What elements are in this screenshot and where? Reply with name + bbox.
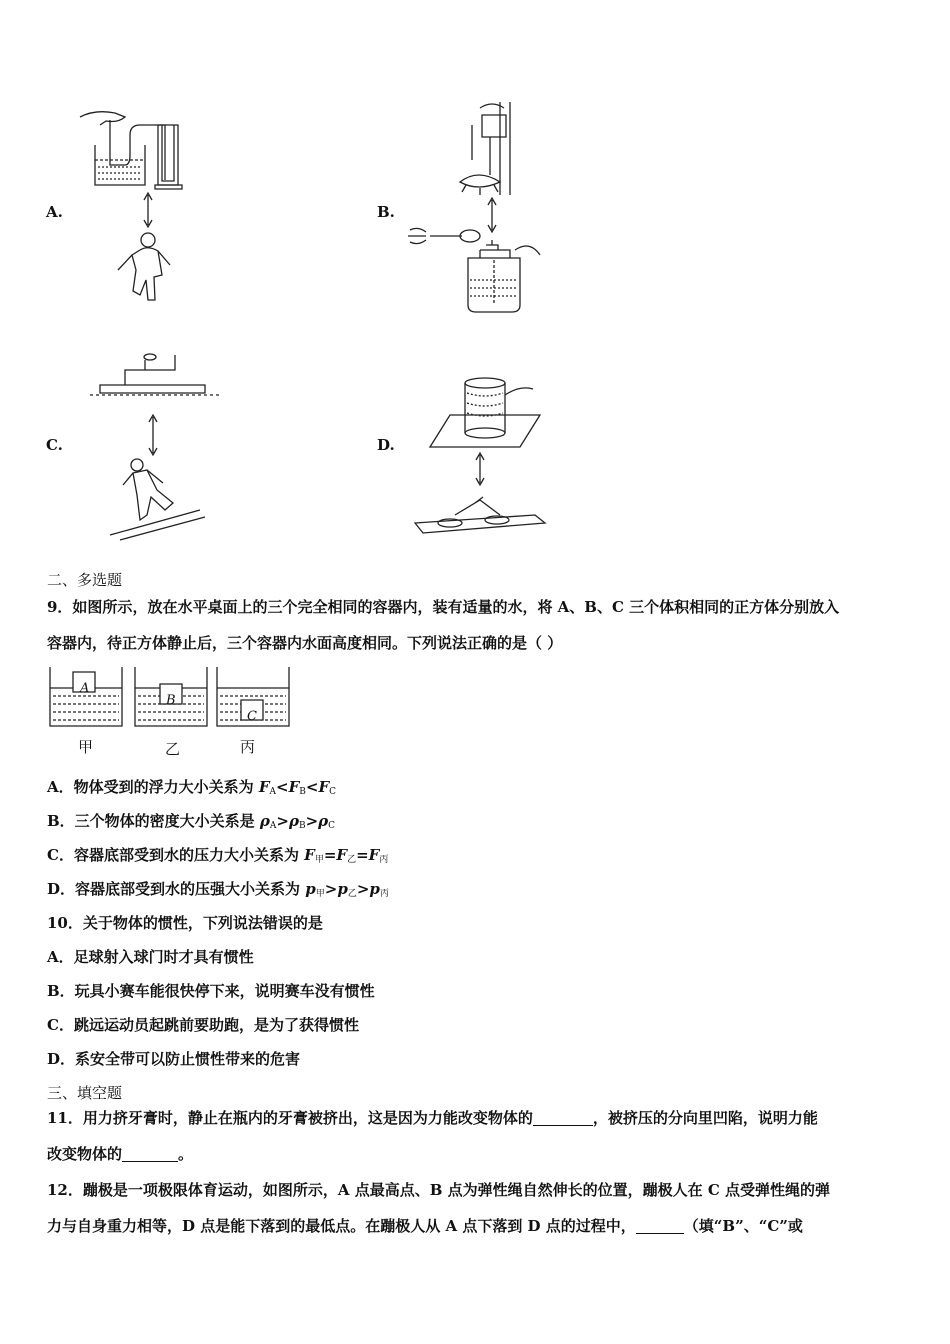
block-c-label: C	[247, 709, 257, 724]
q12-line1: 12．蹦极是一项极限体育运动，如图所示，A 点最高点、B 点为弹性绳自然伸长的位置，蹦极人在 C 点受弹性绳的弹	[47, 1181, 831, 1199]
option-d-label: D.	[377, 436, 395, 454]
section-2-title: 二、多选题	[47, 571, 123, 589]
block-b-label: B	[166, 693, 176, 708]
q12-blank[interactable]	[636, 1219, 684, 1234]
q12-line2: 力与自身重力相等，D 点是能下落到的最低点。在蹦极人从 A 点下落到 D 点的过程中， （填“B”、“C”或	[47, 1217, 803, 1235]
q9-option-c[interactable]: C．容器底部受到水的压力大小关系为 $F_甲=F_乙=F_丙$	[47, 846, 389, 865]
caption-bing: 丙	[240, 738, 256, 756]
option-c-label: C.	[46, 436, 63, 454]
option-a-label: A.	[46, 203, 63, 221]
block-a-label: A	[80, 681, 90, 696]
q9-stem-line1: 9．如图所示，放在水平桌面上的三个完全相同的容器内，装有适量的水，将 A、B、C 三个体积相同的正方体分别放入	[47, 598, 840, 616]
q11-line1: 11．用力挤牙膏时，静止在瓶内的牙膏被挤出，这是因为力能改变物体的 ，被挤压的分向里凹陷，说明力能	[47, 1109, 818, 1127]
figure-d-suction-and-cart	[405, 375, 555, 545]
q10-option-d[interactable]: D．系安全带可以防止惯性带来的危害	[47, 1050, 301, 1068]
q10-option-c[interactable]: C．跳远运动员起跳前要助跑，是为了获得惯性	[47, 1016, 359, 1034]
section-3-title: 三、填空题	[47, 1084, 123, 1102]
option-b-label: B.	[377, 203, 395, 221]
q9-option-a[interactable]: A．物体受到的浮力大小关系为 $F_A<F_B<F_C$	[47, 778, 337, 797]
figure-c-block-and-skier	[85, 345, 225, 545]
q10-stem: 10．关于物体的惯性，下列说法错误的是	[47, 914, 323, 932]
figure-a-pressure-gauge-and-diver	[70, 105, 220, 315]
q11-blank-1[interactable]	[533, 1111, 593, 1126]
q11-blank-2[interactable]	[122, 1147, 178, 1162]
q10-option-b[interactable]: B．玩具小赛车能很快停下来，说明赛车没有惯性	[47, 982, 375, 1000]
figure-b-siphon-and-sprayer	[400, 100, 560, 320]
q9-stem-line2: 容器内，待正方体静止后，三个容器内水面高度相同。下列说法正确的是（ ）	[47, 634, 563, 652]
q9-option-b[interactable]: B．三个物体的密度大小关系是 $\rho_A>\rho_B>\rho_C$	[47, 812, 336, 831]
caption-jia: 甲	[78, 738, 94, 756]
q11-line2: 改变物体的 。	[47, 1145, 194, 1163]
caption-yi: 乙	[165, 740, 181, 758]
q9-option-d[interactable]: D．容器底部受到水的压强大小关系为 $p_甲>p_乙>p_丙$	[47, 880, 389, 899]
q10-option-a[interactable]: A．足球射入球门时才具有惯性	[47, 948, 254, 966]
